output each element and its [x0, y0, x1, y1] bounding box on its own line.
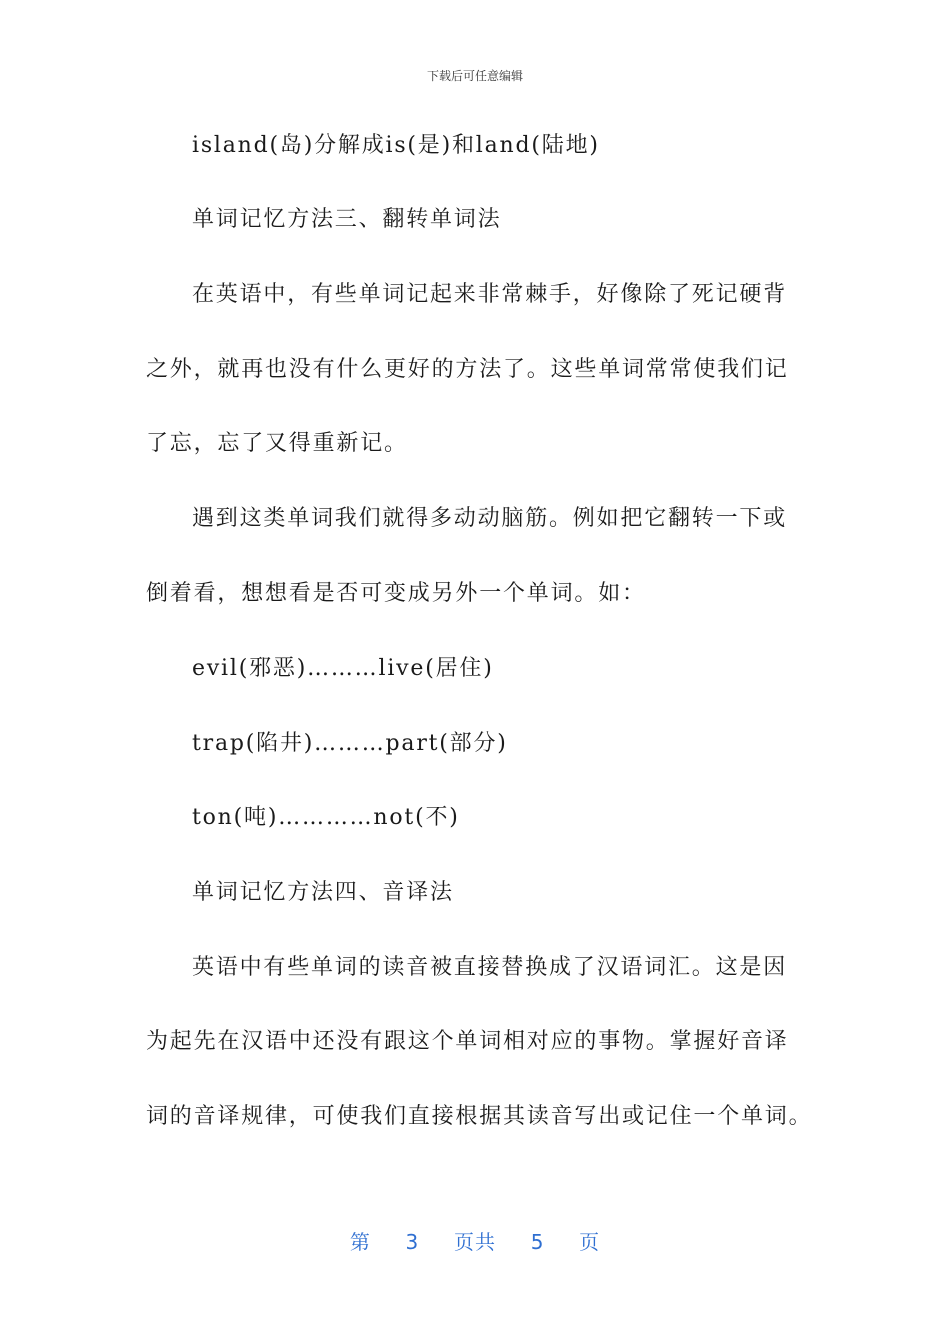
header-note: 下载后可任意编辑 — [426, 69, 523, 83]
section-heading: 单词记忆方法四、音译法 — [192, 880, 454, 905]
body-line: 为起先在汉语中还没有跟这个单词相对应的事物。掌握好音译 — [146, 1029, 789, 1054]
body-line: 词的音译规律，可使我们直接根据其读音写出或记住一个单词。 — [146, 1104, 813, 1129]
example-line: trap(陷井)………part(部分) — [192, 731, 508, 756]
example-line: ton(吨)…………not(不) — [192, 805, 460, 830]
body-line: 英语中有些单词的读音被直接替换成了汉语词汇。这是因 — [192, 955, 788, 980]
footer-suffix: 页 — [579, 1230, 601, 1254]
example-line: evil(邪恶)………live(居住) — [192, 656, 494, 681]
body-line: 遇到这类单词我们就得多动动脑筋。例如把它翻转一下或 — [192, 506, 788, 531]
body-line: 了忘，忘了又得重新记。 — [146, 431, 408, 456]
body-line: 倒着看，想想看是否可变成另外一个单词。如： — [146, 581, 646, 606]
section-heading: 单词记忆方法三、翻转单词法 — [192, 207, 502, 232]
footer-current-page: 3 — [405, 1230, 420, 1254]
page-number-footer — [0, 1226, 950, 1255]
footer-prefix: 第 — [349, 1230, 371, 1254]
body-line: island(岛)分解成is(是)和land(陆地) — [192, 133, 600, 158]
body-line: 在英语中，有些单词记起来非常棘手，好像除了死记硬背 — [192, 282, 788, 307]
footer-middle: 页共 — [454, 1230, 496, 1254]
footer-total-pages: 5 — [530, 1230, 545, 1254]
body-line: 之外，就再也没有什么更好的方法了。这些单词常常使我们记 — [146, 357, 789, 382]
